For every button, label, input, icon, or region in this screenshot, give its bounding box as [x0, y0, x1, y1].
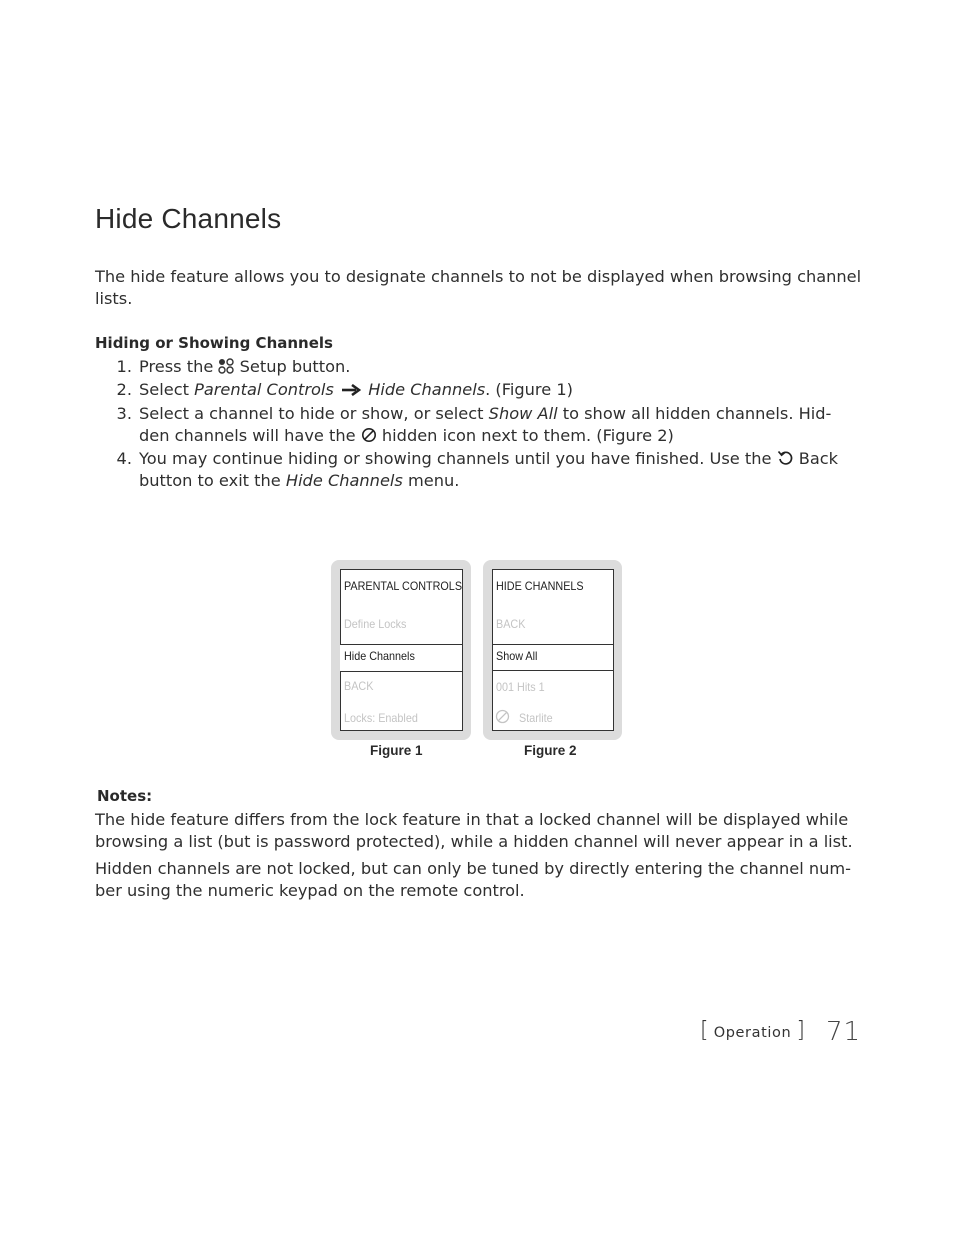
- step-text-part: to show all hidden channels. Hid-: [557, 404, 832, 423]
- step-text-part: Setup button.: [239, 357, 351, 376]
- note-paragraph: The hide feature differs from the lock feature in that a locked channel will be displayed while browsing a list (but is password protected), while a hidden channel will never appear in a list.: [95, 810, 853, 851]
- screen-header: HIDE CHANNELS: [496, 579, 584, 593]
- step-text-part: Select: [139, 380, 195, 399]
- step-text-part: menu.: [402, 471, 460, 490]
- step-text-italic: Parental Controls: [194, 380, 334, 399]
- hidden-icon: [361, 427, 377, 443]
- page-number: 71: [826, 1017, 862, 1047]
- note-paragraph: Hidden channels are not locked, but can only be tuned by directly entering the channel num-ber using the numeric keypad on the remote control.: [95, 859, 851, 900]
- notes-heading: Notes:: [97, 787, 153, 805]
- step-text-part: . (Figure 1): [485, 380, 573, 399]
- page-title: Hide Channels: [95, 203, 282, 234]
- hidden-icon: [495, 709, 510, 724]
- step-text-part: Press the: [139, 357, 214, 376]
- back-icon: [777, 449, 794, 466]
- step-text-italic: Hide Channels: [285, 471, 403, 490]
- menu-item-label: Show All: [496, 649, 538, 663]
- step-3: [110, 403, 855, 447]
- step-number: 2.: [116, 380, 132, 399]
- footer-bracket-open: [: [700, 1018, 709, 1043]
- screen-header: PARENTAL CONTROLS: [344, 579, 463, 593]
- setup-icon: [218, 358, 234, 374]
- figure-1-screen: [340, 569, 463, 731]
- arrow-right-icon: [341, 384, 361, 396]
- menu-item: Starlite: [519, 711, 553, 725]
- figure-2-device: [483, 560, 622, 740]
- footer-section-label: Operation: [713, 1025, 792, 1041]
- step-text-italic: Hide Channels: [368, 380, 486, 399]
- menu-item: Define Locks: [344, 617, 407, 631]
- step-text: [139, 356, 855, 378]
- figure-1-device: [331, 560, 471, 740]
- step-number: 3.: [116, 404, 132, 423]
- menu-item-label: Hide Channels: [344, 649, 415, 663]
- step-number: 4.: [116, 449, 132, 468]
- step-text: [139, 379, 855, 401]
- step-text-part: Select a channel to hide or show, or select: [139, 404, 489, 423]
- footer-section: [700, 1018, 805, 1052]
- figure-2-screen: [492, 569, 614, 731]
- menu-item: BACK: [496, 617, 526, 631]
- step-text-italic: Show All: [488, 404, 558, 423]
- footer-bracket-close: ]: [796, 1018, 805, 1043]
- menu-item-selected: [492, 644, 614, 671]
- section-heading: Hiding or Showing Channels: [95, 334, 333, 352]
- figure-2-caption: Figure 2: [524, 743, 577, 758]
- menu-item: BACK: [344, 679, 374, 693]
- step-text: [139, 448, 855, 492]
- step-text-part: button to exit the: [139, 471, 286, 490]
- figure-1-caption: Figure 1: [370, 743, 423, 758]
- menu-item: Locks: Enabled: [344, 711, 418, 725]
- step-4: [110, 448, 855, 492]
- menu-item-selected: [340, 644, 462, 672]
- menu-item: 001 Hits 1: [496, 680, 545, 694]
- step-text-part: Back: [798, 449, 839, 468]
- step-number: 1.: [116, 357, 132, 376]
- step-text: [139, 403, 855, 447]
- step-text-part: You may continue hiding or showing channels until you have finished. Use the: [139, 449, 772, 468]
- intro-paragraph: The hide feature allows you to designate channels to not be displayed when browsing channel lists.: [95, 267, 862, 308]
- step-text-part: hidden icon next to them. (Figure 2): [381, 426, 674, 445]
- step-text-part: den channels will have the: [139, 426, 356, 445]
